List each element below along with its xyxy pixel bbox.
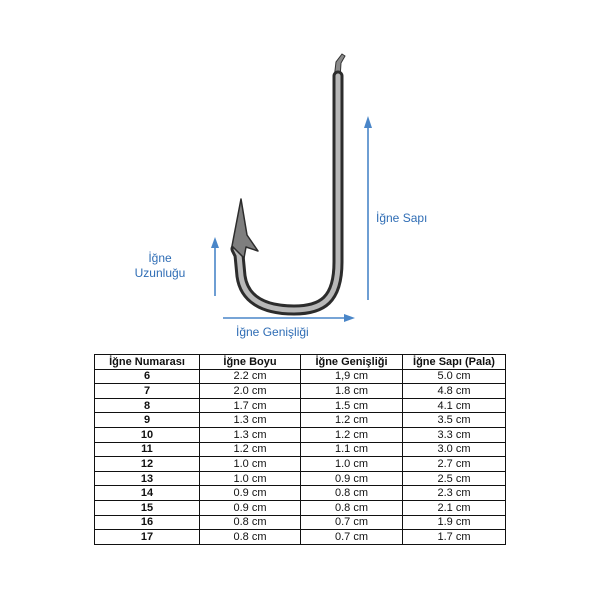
cell-hook-length: 0.9 cm — [200, 486, 301, 501]
header-hook-number: İğne Numarası — [95, 355, 200, 370]
fish-hook-illustration — [232, 54, 345, 310]
cell-hook-length: 1.2 cm — [200, 442, 301, 457]
cell-hook-number: 13 — [95, 471, 200, 486]
cell-hook-length: 1.0 cm — [200, 471, 301, 486]
cell-hook-number: 9 — [95, 413, 200, 428]
cell-hook-width: 1.8 cm — [301, 384, 403, 399]
cell-hook-width: 1.5 cm — [301, 398, 403, 413]
cell-hook-shank: 4.1 cm — [403, 398, 506, 413]
table-row — [95, 500, 506, 515]
cell-hook-number: 6 — [95, 369, 200, 384]
cell-hook-length: 1.3 cm — [200, 427, 301, 442]
cell-hook-number: 11 — [95, 442, 200, 457]
cell-hook-number: 8 — [95, 398, 200, 413]
shank-label-text: İğne Sapı — [376, 211, 428, 225]
table-row — [95, 413, 506, 428]
cell-hook-shank: 2.1 cm — [403, 500, 506, 515]
table-row — [95, 398, 506, 413]
width-label — [236, 325, 309, 339]
shank-label — [376, 211, 427, 225]
cell-hook-width: 1.2 cm — [301, 427, 403, 442]
cell-hook-number: 12 — [95, 457, 200, 472]
header-hook-length: İğne Boyu — [200, 355, 301, 370]
cell-hook-width: 1.2 cm — [301, 413, 403, 428]
length-label-line2: Uzunluğu — [134, 266, 186, 280]
cell-hook-number: 15 — [95, 500, 200, 515]
cell-hook-length: 1.3 cm — [200, 413, 301, 428]
table-row — [95, 427, 506, 442]
cell-hook-shank: 1.7 cm — [403, 530, 506, 545]
table-row — [95, 369, 506, 384]
cell-hook-shank: 5.0 cm — [403, 369, 506, 384]
length-label — [130, 251, 190, 281]
cell-hook-width: 0.7 cm — [301, 515, 403, 530]
hook-size-table — [94, 354, 506, 545]
table-row — [95, 442, 506, 457]
cell-hook-length: 0.9 cm — [200, 500, 301, 515]
cell-hook-length: 2.2 cm — [200, 369, 301, 384]
cell-hook-shank: 2.5 cm — [403, 471, 506, 486]
cell-hook-length: 1.0 cm — [200, 457, 301, 472]
width-label-text: İğne Genişliği — [236, 325, 309, 339]
table-row — [95, 486, 506, 501]
cell-hook-shank: 2.7 cm — [403, 457, 506, 472]
cell-hook-number: 14 — [95, 486, 200, 501]
table-row — [95, 457, 506, 472]
length-label-line1: İğne — [148, 251, 172, 265]
cell-hook-number: 10 — [95, 427, 200, 442]
cell-hook-width: 0.8 cm — [301, 486, 403, 501]
cell-hook-width: 0.9 cm — [301, 471, 403, 486]
shank-arrow — [364, 116, 372, 300]
table-row — [95, 471, 506, 486]
cell-hook-shank: 4.8 cm — [403, 384, 506, 399]
cell-hook-width: 0.7 cm — [301, 530, 403, 545]
length-arrow — [211, 237, 219, 296]
header-hook-width: İğne Genişliği — [301, 355, 403, 370]
header-hook-shank: İğne Sapı (Pala) — [403, 355, 506, 370]
table-row — [95, 530, 506, 545]
cell-hook-shank: 2.3 cm — [403, 486, 506, 501]
cell-hook-length: 0.8 cm — [200, 530, 301, 545]
cell-hook-width: 1,9 cm — [301, 369, 403, 384]
cell-hook-shank: 3.0 cm — [403, 442, 506, 457]
cell-hook-width: 1.0 cm — [301, 457, 403, 472]
table-header-row — [95, 355, 506, 370]
cell-hook-length: 1.7 cm — [200, 398, 301, 413]
cell-hook-number: 16 — [95, 515, 200, 530]
cell-hook-shank: 3.5 cm — [403, 413, 506, 428]
table-row — [95, 384, 506, 399]
cell-hook-shank: 1.9 cm — [403, 515, 506, 530]
cell-hook-number: 17 — [95, 530, 200, 545]
cell-hook-width: 0.8 cm — [301, 500, 403, 515]
cell-hook-number: 7 — [95, 384, 200, 399]
cell-hook-width: 1.1 cm — [301, 442, 403, 457]
table-row — [95, 515, 506, 530]
cell-hook-shank: 3.3 cm — [403, 427, 506, 442]
cell-hook-length: 2.0 cm — [200, 384, 301, 399]
cell-hook-length: 0.8 cm — [200, 515, 301, 530]
